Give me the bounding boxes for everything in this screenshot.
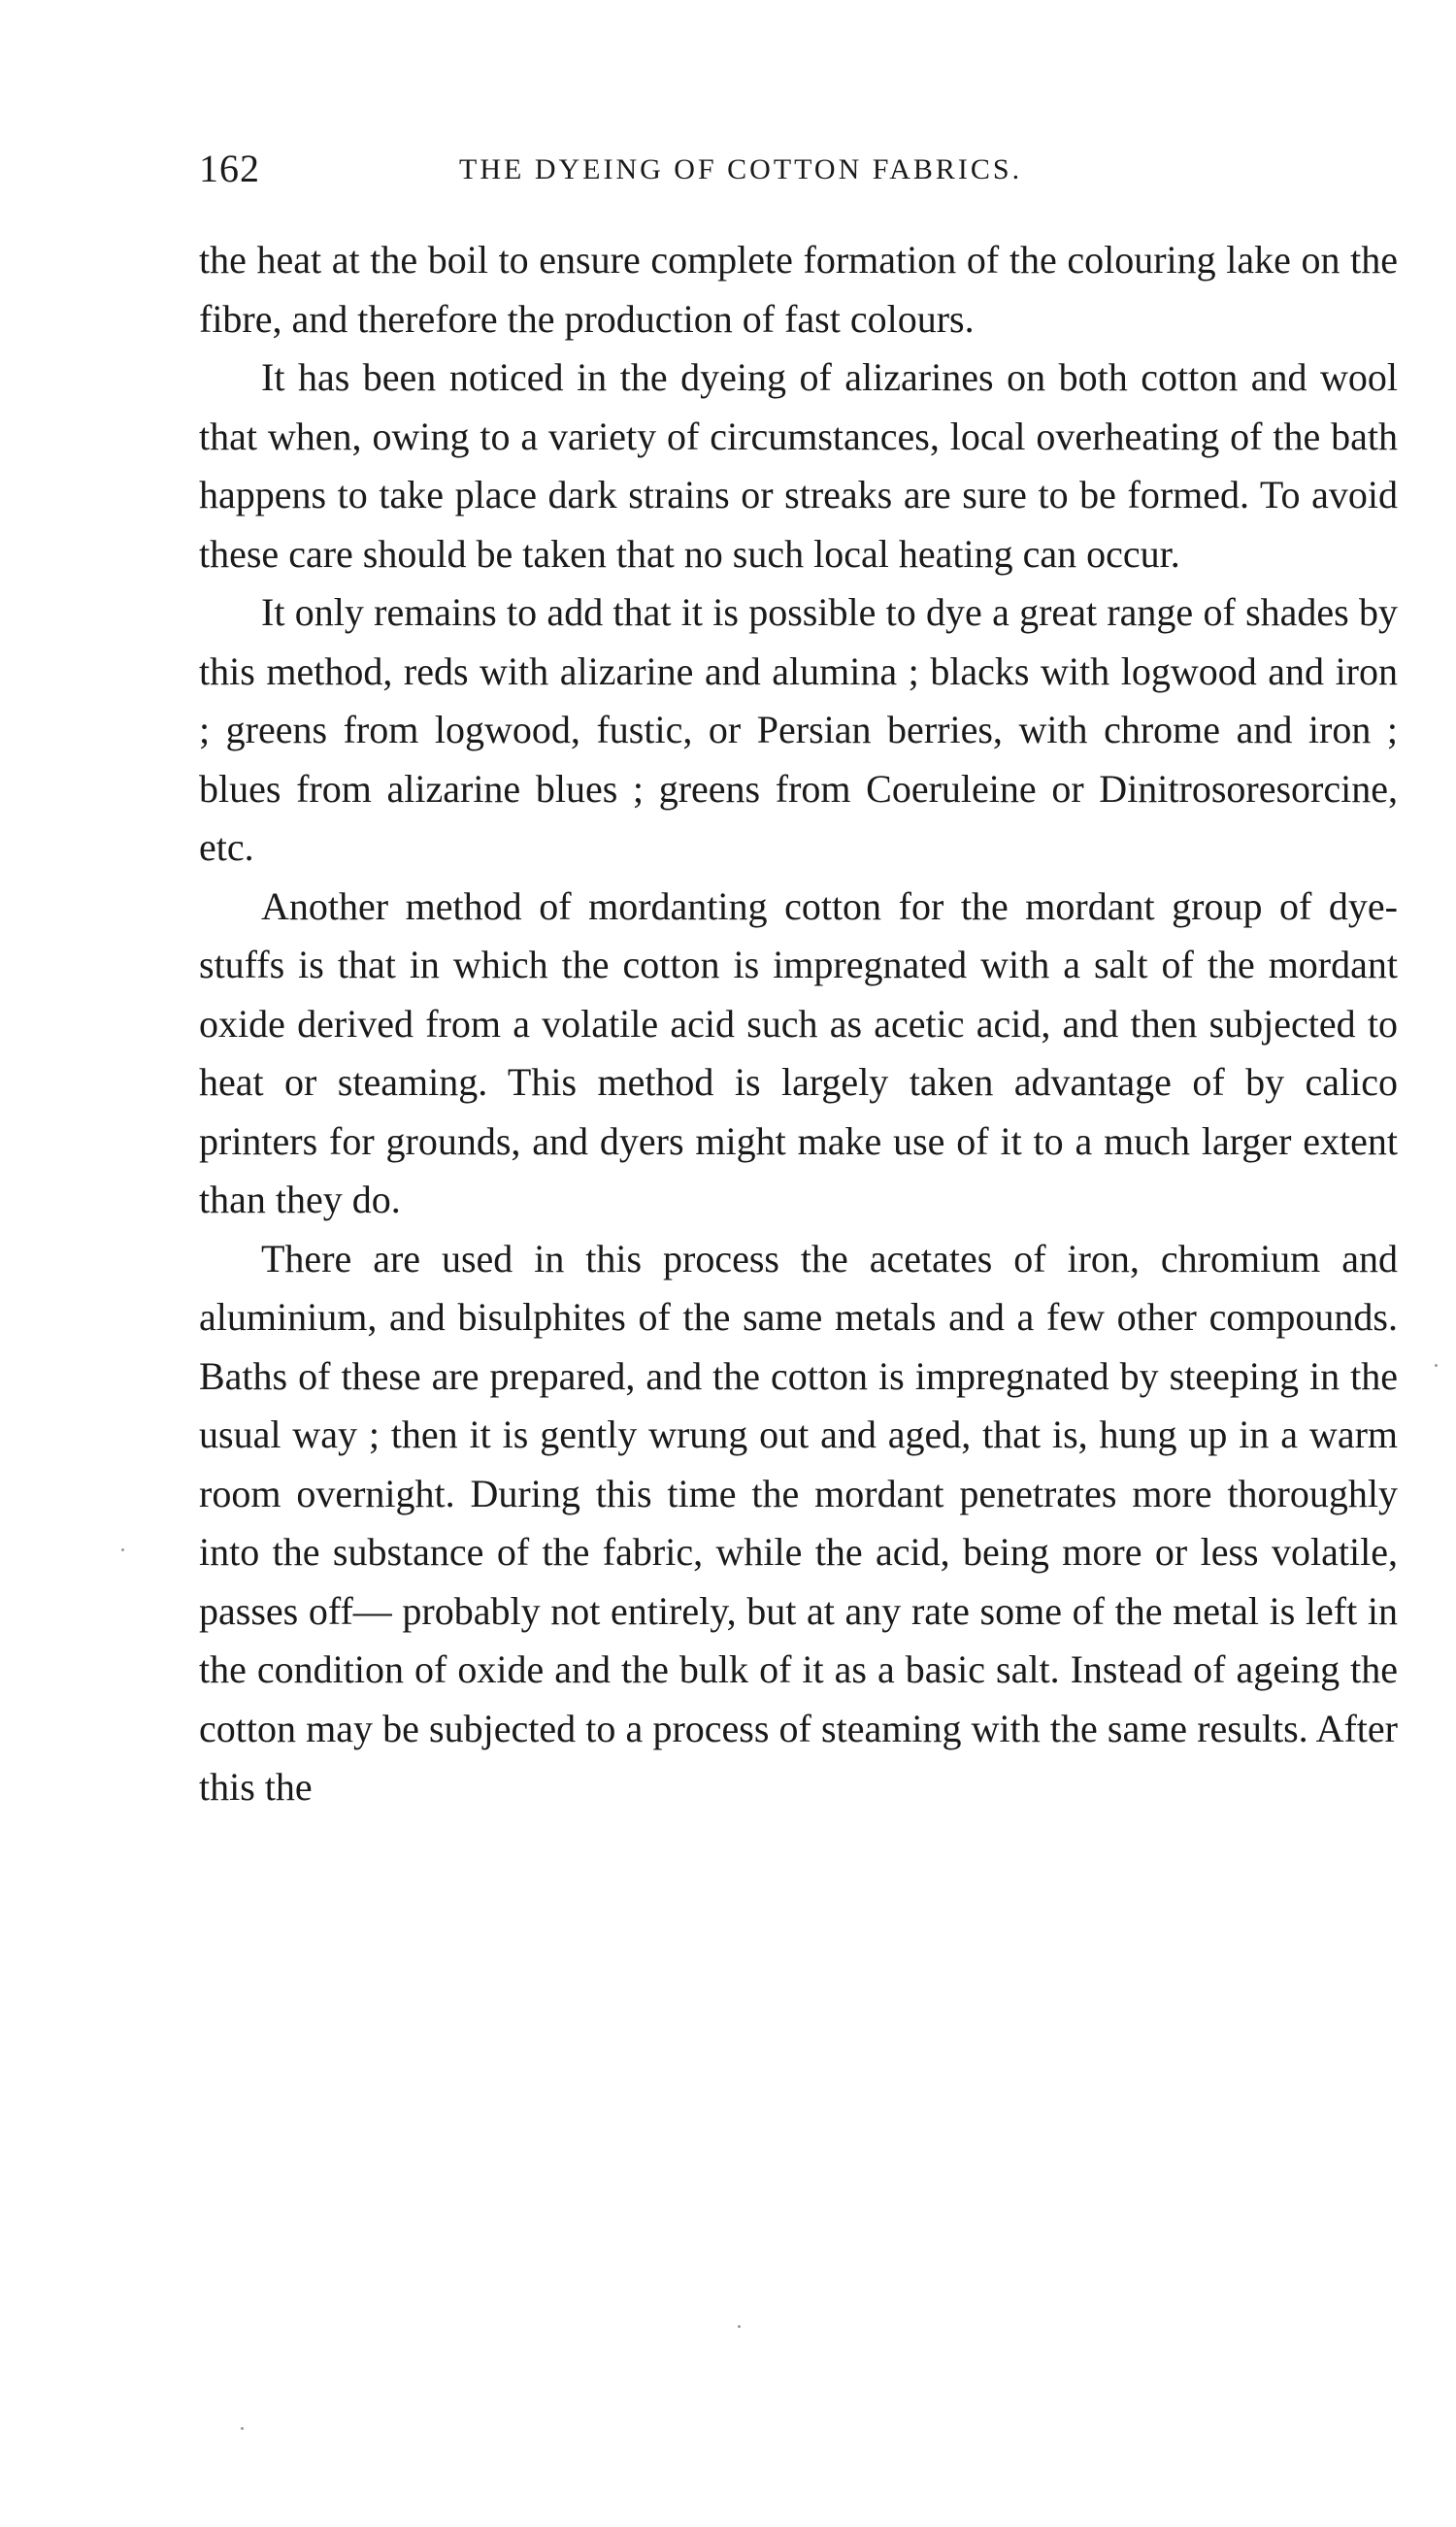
paragraph-continued: the heat at the boil to ensure complete formation of the colouring lake on the fibre, and therefore the production of fast colours. xyxy=(199,238,1398,341)
paper-speck xyxy=(738,2325,741,2328)
paragraph-mordanting-method: Another method of mordanting cotton for the mordant group of dye-stuffs is that in which the cotton is impregnated with a salt of the mordant oxide derived from a volatile acid such as acetic acid, and then subjected to heat or steaming. This method is largely taken advantage of by calico printers for grounds, and dyers might make use of it to a much larger extent than they do. xyxy=(199,883,1398,1221)
paper-speck xyxy=(1435,1364,1438,1367)
paper-speck xyxy=(241,2427,244,2430)
paragraph-acetates-process: There are used in this process the acetates of iron, chromium and aluminium, and bisulphites of the same metals and a few other compounds. Baths of these are prepared, and the cotton is impregnated by steeping in the usual way ; then it is gently wrung out and aged, that is, hung up in a warm room overnight. During this time the mordant penetrates more thoroughly into the substance of the fabric, while the acid, being more or less volatile, passes off— probably not entirely, but at any rate some of the metal is left in the condition of oxide and the bulk of it as a basic salt. Instead of ageing the cotton may be subjected to a process of steaming with the same results. After this the xyxy=(199,1236,1398,1809)
running-title: THE DYEING OF COTTON FABRICS. xyxy=(459,153,1023,185)
paper-speck xyxy=(121,1548,124,1551)
body-text xyxy=(199,231,1398,1817)
page-number: 162 xyxy=(199,147,260,190)
paragraph-range-of-shades: It only remains to add that it is possible to dye a great range of shades by this method, reds with alizarine and alumina ; blacks with logwood and iron ; greens from logwood, fustic, or Persian berries, with chrome and iron ; blues from alizarine blues ; greens from Coeruleine or Dinitrosoresorcine, etc. xyxy=(199,590,1398,869)
running-head xyxy=(199,146,1398,194)
paragraph-overheating: It has been noticed in the dyeing of alizarines on both cotton and wool that when, owing to a variety of circumstances, local overheating of the bath happens to take place dark strains or streaks are sure to be formed. To avoid these care should be taken that no such local heating can occur. xyxy=(199,355,1398,576)
